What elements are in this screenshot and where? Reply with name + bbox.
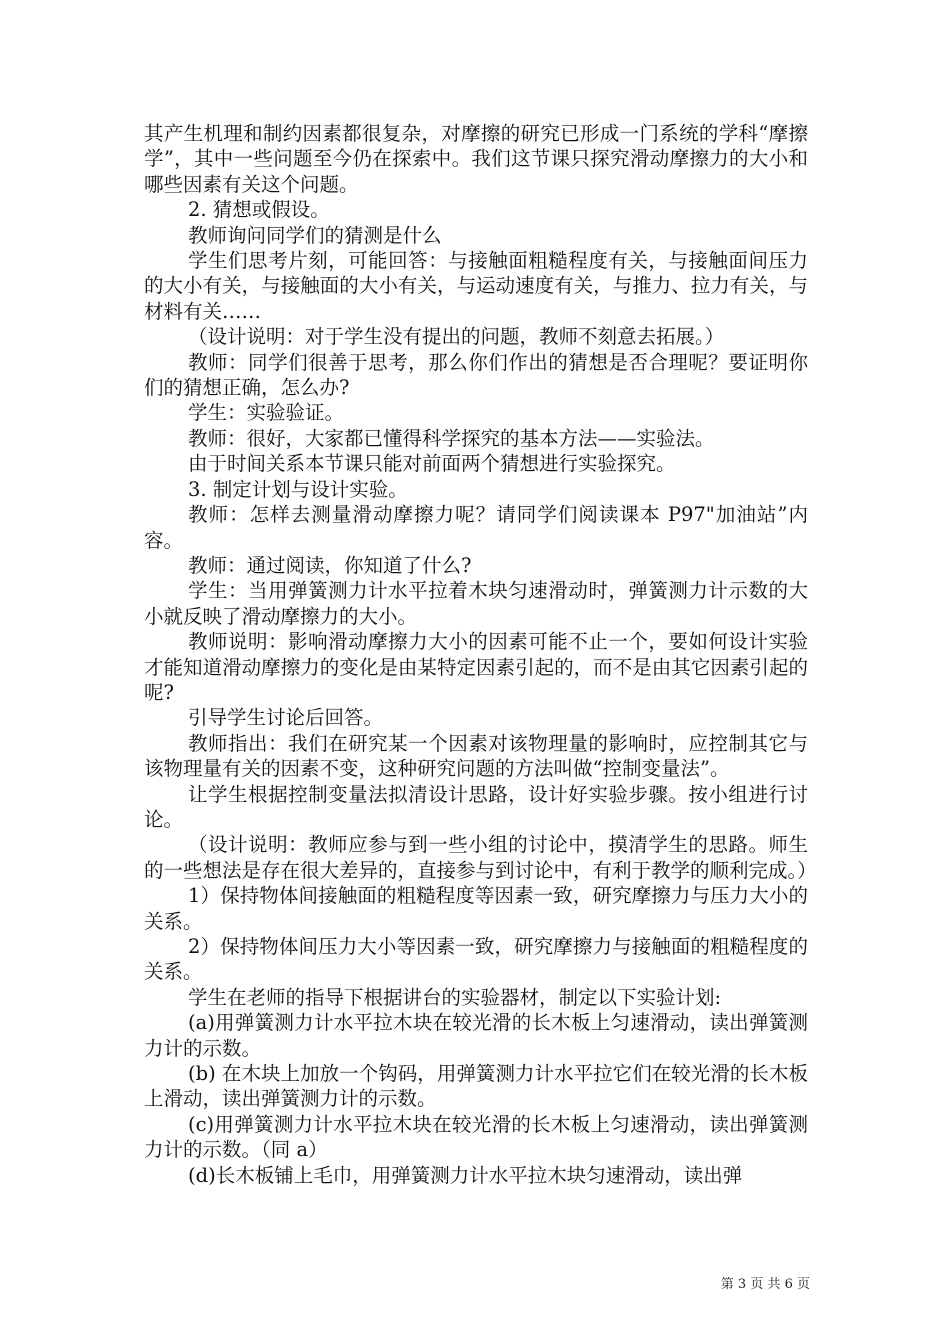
paragraph: 教师指出：我们在研究某一个因素对该物理量的影响时，应控制其它与该物理量有关的因素不变，这种研究问题的方法叫做“控制变量法”。	[144, 731, 808, 781]
paragraph: 其产生机理和制约因素都很复杂，对摩擦的研究已形成一门系统的学科“摩擦学”，其中一些问题至今仍在探索中。我们这节课只探究滑动摩擦力的大小和哪些因素有关这个问题。	[144, 122, 808, 196]
paragraph: 学生在老师的指导下根据讲台的实验器材，制定以下实验计划:	[188, 985, 722, 1009]
page-number: 第 3 页 共 6 页	[720, 1277, 810, 1292]
paragraph: 学生：实验验证。	[188, 401, 345, 425]
paragraph: 教师说明：影响滑动摩擦力大小的因素可能不止一个，要如何设计实验才能知道滑动摩擦力的变化是由某特定因素引起的，而不是由其它因素引起的呢?	[144, 630, 808, 704]
list-item: (a)用弹簧测力计水平拉木块在较光滑的长木板上匀速滑动，读出弹簧测力计的示数。	[144, 1011, 808, 1060]
paragraph: 引导学生讨论后回答。	[188, 706, 384, 730]
paragraph: 教师：怎样去测量滑动摩擦力呢？请同学们阅读课本 P97"加油站”内容。	[144, 503, 808, 552]
design-note: （设计说明：教师应参与到一些小组的讨论中，摸清学生的思路。师生的一些想法是存在很大差异的，直接参与到讨论中，有利于教学的顺利完成。）	[144, 833, 817, 882]
list-item: 2）保持物体间压力大小等因素一致，研究摩擦力与接触面的粗糙程度的关系。	[144, 935, 808, 984]
paragraph: 教师询问同学们的猜测是什么	[188, 223, 442, 247]
list-item: (c)用弹簧测力计水平拉木块在较光滑的长木板上匀速滑动，读出弹簧测力计的示数。（同 a）	[144, 1112, 808, 1162]
body-text	[144, 121, 817, 1188]
list-item: (b) 在木块上加放一个钩码，用弹簧测力计水平拉它们在较光滑的长木板上滑动，读出弹簧测力计的示数。	[144, 1062, 808, 1111]
paragraph: 3. 制定计划与设计实验。	[188, 477, 408, 501]
paragraph: 2. 猜想或假设。	[188, 198, 330, 222]
paragraph: 学生：当用弹簧测力计水平拉着木块匀速滑动时，弹簧测力计示数的大小就反映了滑动摩擦力的大小。	[144, 579, 808, 628]
paragraph: 教师：通过阅读，你知道了什么?	[188, 553, 472, 577]
list-item: 1）保持物体间接触面的粗糙程度等因素一致，研究摩擦力与压力大小的关系。	[144, 884, 808, 933]
paragraph: 由于时间关系本节课只能对前面两个猜想进行实验探究。	[188, 452, 676, 476]
paragraph: 让学生根据控制变量法拟清设计思路，设计好实验步骤。按小组进行讨论。	[144, 782, 808, 831]
list-item: (d)长木板铺上毛巾，用弹簧测力计水平拉木块匀速滑动，读出弹	[188, 1163, 743, 1187]
paragraph: 教师：同学们很善于思考，那么你们作出的猜想是否合理呢？要证明你们的猜想正确，怎么办?	[144, 350, 808, 400]
design-note: （设计说明：对于学生没有提出的问题，教师不刻意去拓展。）	[188, 325, 725, 349]
paragraph: 教师：很好，大家都已懂得科学探究的基本方法——实验法。	[188, 426, 715, 450]
paragraph: 学生们思考片刻，可能回答：与接触面粗糙程度有关，与接触面间压力的大小有关，与接触面的大小有关，与运动速度有关，与推力、拉力有关，与材料有关……	[144, 249, 808, 323]
